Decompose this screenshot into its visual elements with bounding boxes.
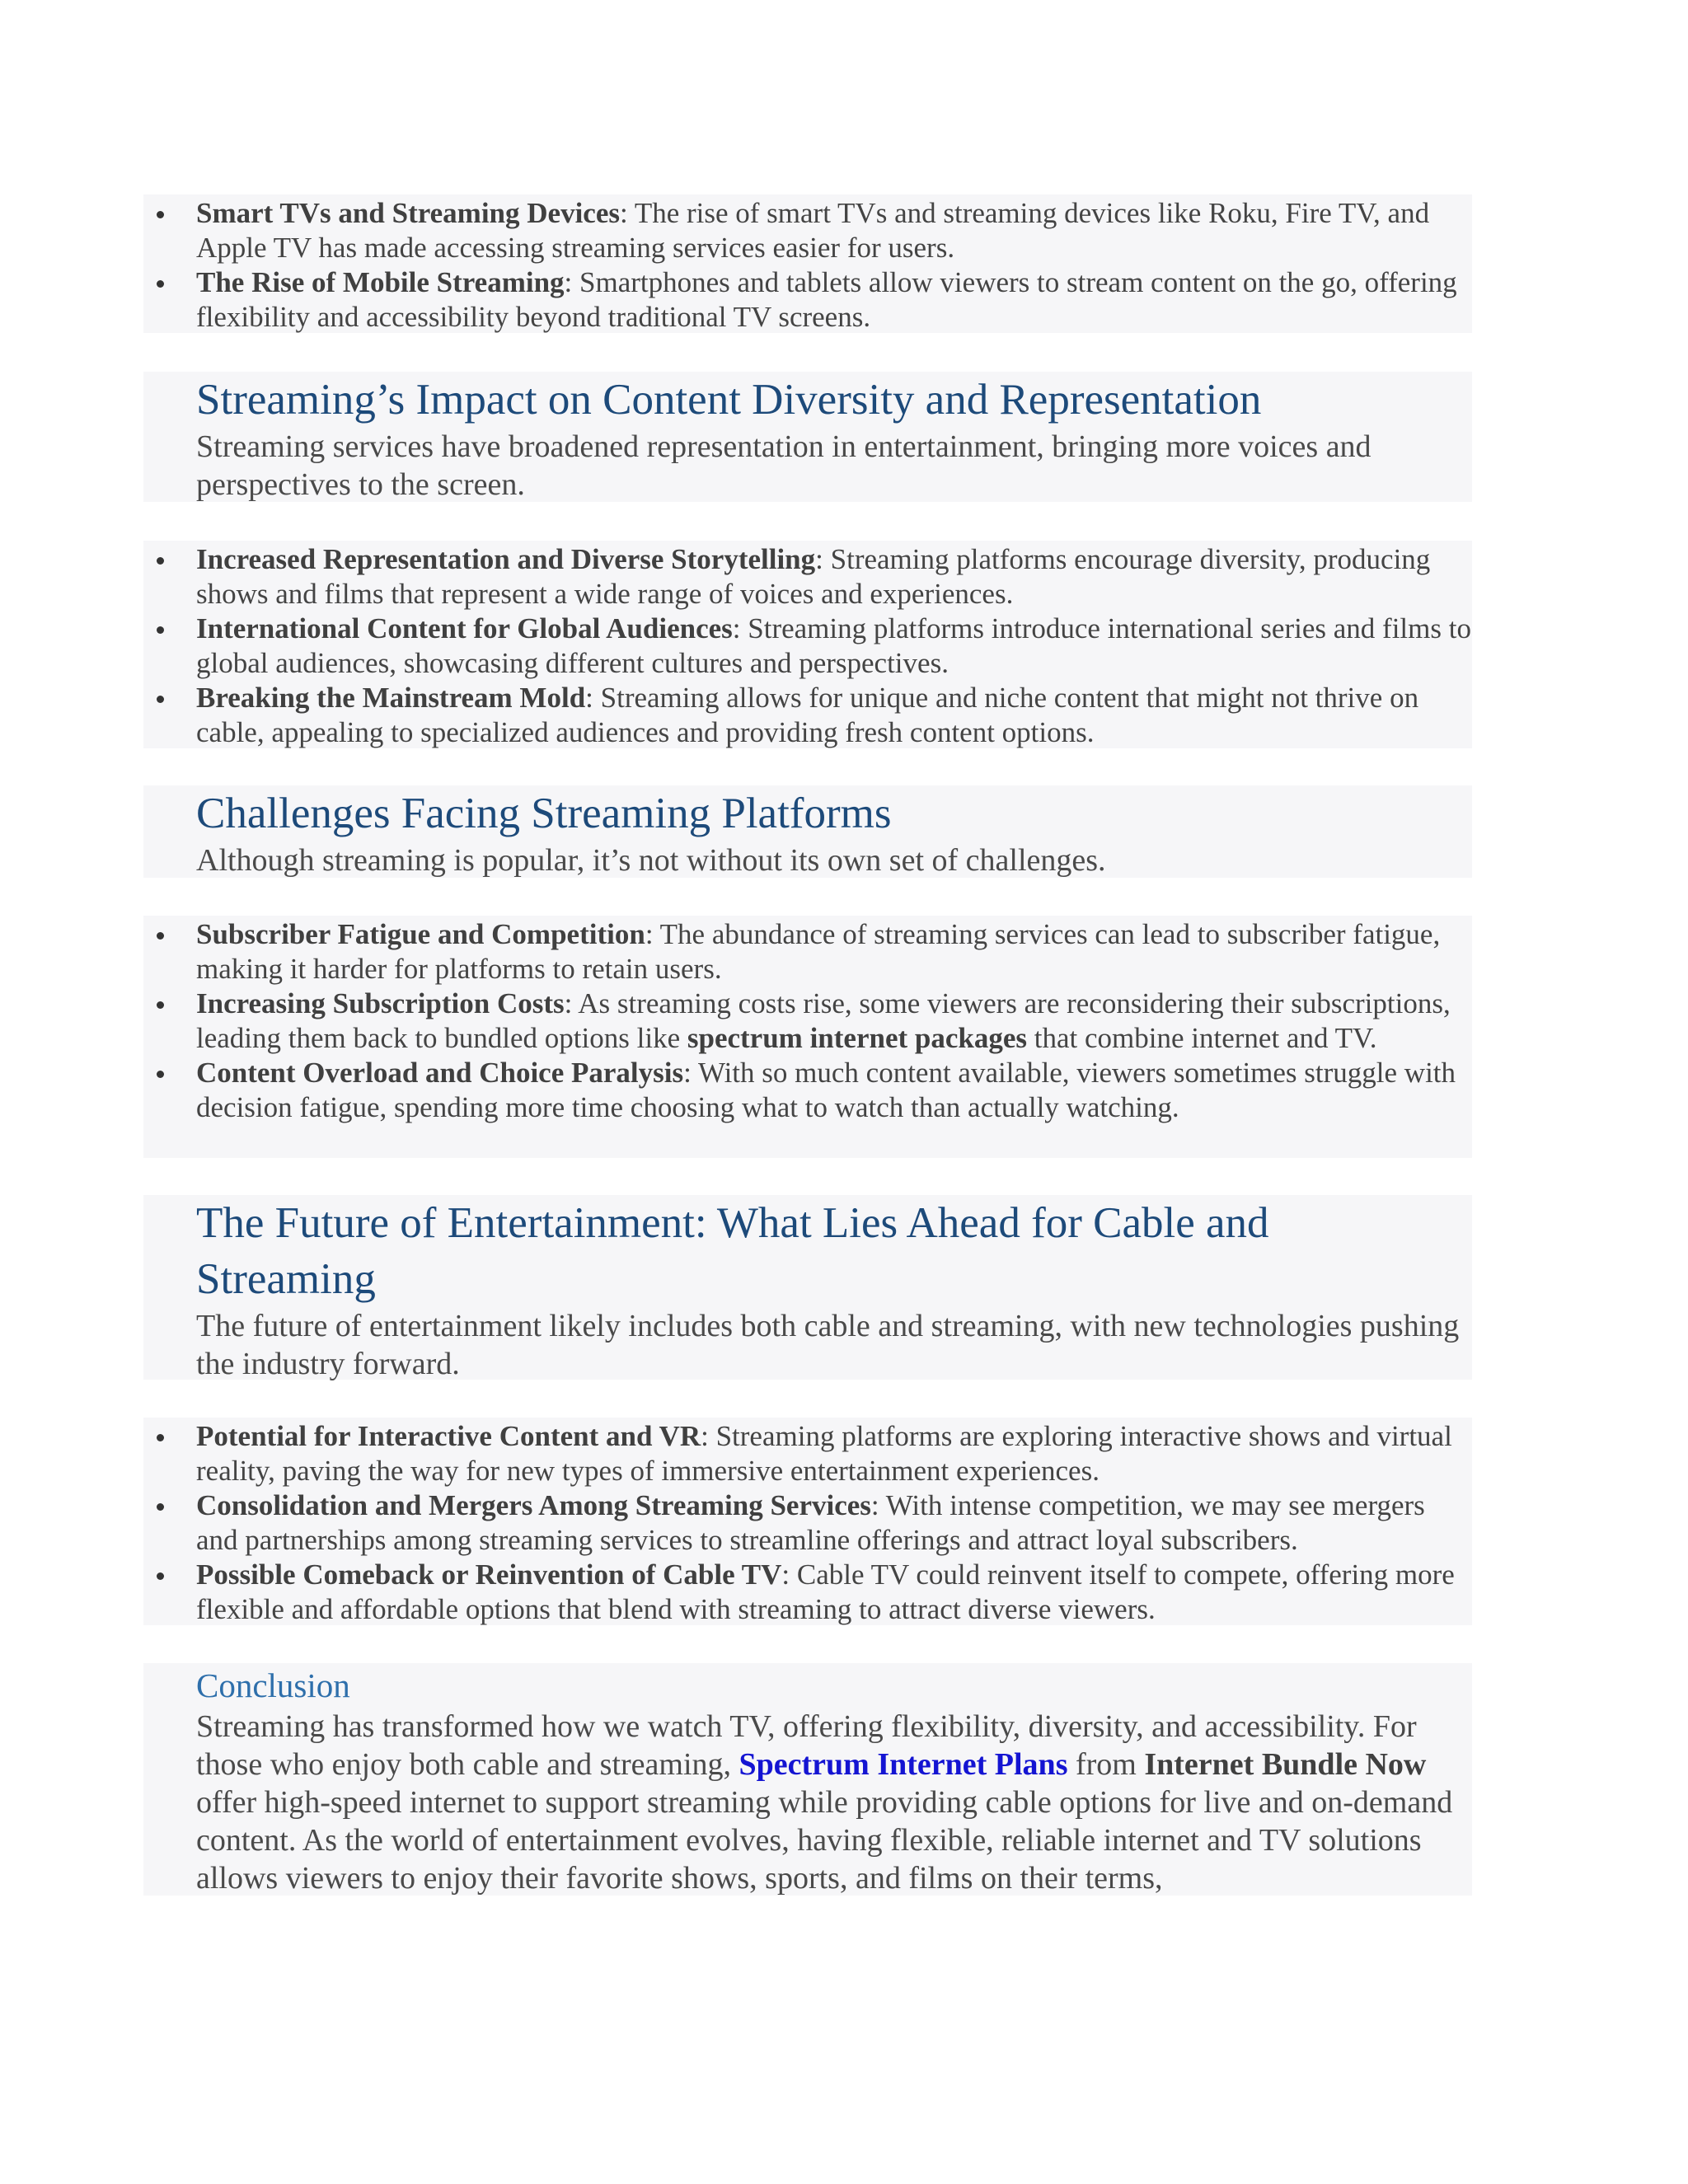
list-item: Breaking the Mainstream Mold: Streaming allows for unique and niche content that might not thrive on cable, appealing to specialized audiences and providing fresh content options. bbox=[143, 681, 1472, 750]
conclusion-text: Streaming has transformed how we watch TV, offering flexibility, diversity, and accessibility. For those who enjoy both cable and streaming, Spectrum Internet Plans from Internet Bundle Now offer high-speed internet to support streaming while providing cable options for live and on-demand content. As the world of entertainment evolves, having flexible, reliable internet and TV solutions allows viewers to enjoy their favorite shows, sports, and films on their terms, bbox=[196, 1709, 1453, 1896]
diversity-section bbox=[143, 372, 1472, 502]
future-list-block bbox=[143, 1418, 1472, 1625]
keyword-emphasis: spectrum internet packages bbox=[687, 1022, 1028, 1054]
conclusion-section bbox=[143, 1663, 1472, 1896]
list-item: Subscriber Fatigue and Competition: The abundance of streaming services can lead to subscriber fatigue, making it harder for platforms to retain users. bbox=[143, 917, 1472, 987]
section-heading: The Future of Entertainment: What Lies Ahead for Cable and Streaming bbox=[196, 1199, 1269, 1303]
intro-list-block bbox=[143, 194, 1472, 333]
list-item: Content Overload and Choice Paralysis: With so much content available, viewers sometimes struggle with decision fatigue, spending more time choosing what to watch than actually watching. bbox=[143, 1056, 1472, 1125]
section-intro: The future of entertainment likely includes both cable and streaming, with new technologies pushing the industry forward. bbox=[196, 1309, 1460, 1381]
brand-name: Internet Bundle Now bbox=[1144, 1747, 1427, 1782]
conclusion-heading: Conclusion bbox=[196, 1666, 350, 1704]
list-item: The Rise of Mobile Streaming: Smartphones and tablets allow viewers to stream content on the go, offering flexibility and accessibility beyond traditional TV screens. bbox=[143, 265, 1472, 335]
list-item: International Content for Global Audiences: Streaming platforms introduce international series and films to global audiences, showcasing different cultures and perspectives. bbox=[143, 612, 1472, 681]
section-heading: Challenges Facing Streaming Platforms bbox=[196, 790, 892, 837]
list-item: Increasing Subscription Costs: As streaming costs rise, some viewers are reconsidering their subscriptions, leading them back to bundled options like spectrum internet packages that combine internet and TV. bbox=[143, 987, 1472, 1056]
future-section bbox=[143, 1195, 1472, 1380]
list-item: Possible Comeback or Reinvention of Cable TV: Cable TV could reinvent itself to compete, offering more flexible and affordable options that blend with streaming to attract diverse viewers. bbox=[143, 1558, 1472, 1627]
section-heading: Streaming’s Impact on Content Diversity and Representation bbox=[196, 376, 1262, 424]
list-item: Smart TVs and Streaming Devices: The rise of smart TVs and streaming devices like Roku, Fire TV, and Apple TV has made accessing streaming services easier for users. bbox=[143, 196, 1472, 265]
section-intro: Streaming services have broadened representation in entertainment, bringing more voices and perspectives to the screen. bbox=[196, 429, 1372, 502]
list-item: Consolidation and Mergers Among Streaming Services: With intense competition, we may see mergers and partnerships among streaming services to streamline offerings and attract loyal subscribers. bbox=[143, 1488, 1472, 1558]
challenges-list-block bbox=[143, 916, 1472, 1158]
list-item: Potential for Interactive Content and VR: Streaming platforms are exploring interactive shows and virtual reality, paving the way for new types of immersive entertainment experiences. bbox=[143, 1419, 1472, 1488]
spectrum-plans-link[interactable]: Spectrum Internet Plans bbox=[738, 1747, 1068, 1782]
list-item: Increased Representation and Diverse Storytelling: Streaming platforms encourage diversity, producing shows and films that represent a wide range of voices and experiences. bbox=[143, 542, 1472, 612]
challenges-section bbox=[143, 785, 1472, 878]
section-intro: Although streaming is popular, it’s not without its own set of challenges. bbox=[196, 843, 1106, 878]
diversity-list-block bbox=[143, 541, 1472, 748]
